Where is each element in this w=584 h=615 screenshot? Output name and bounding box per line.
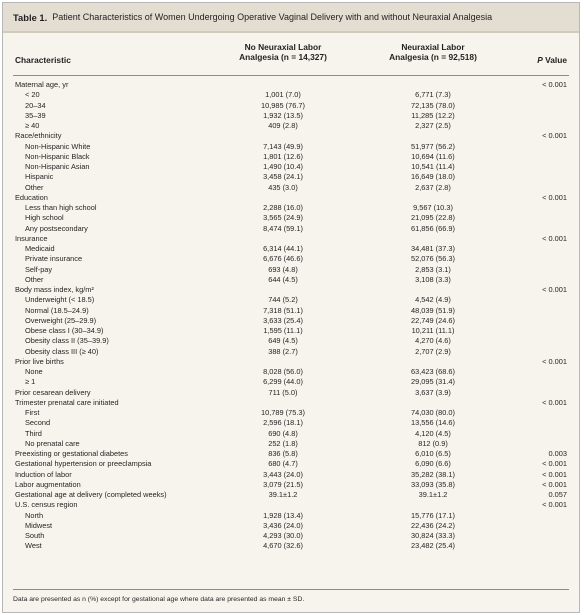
row-label: Maternal age, yr	[15, 80, 69, 89]
table-row	[13, 111, 569, 121]
table-row	[13, 306, 569, 316]
table-row	[13, 388, 569, 398]
cell-p-value: < 0.001	[542, 233, 567, 243]
table-row	[13, 162, 569, 172]
cell-p-value: < 0.001	[542, 356, 567, 366]
row-label: Less than high school	[25, 203, 97, 212]
row-label: Hispanic	[25, 172, 54, 182]
table-row	[13, 480, 569, 490]
header-p-value	[537, 55, 567, 65]
cell-neuraxial: 29,095 (31.4)	[411, 377, 455, 387]
table-row	[13, 408, 569, 418]
cell-neuraxial: 812 (0.9)	[418, 438, 448, 448]
header-characteristic: Characteristic	[15, 55, 71, 65]
cell-neuraxial: 3,108 (3.3)	[415, 274, 451, 284]
row-label: Prior cesarean delivery	[15, 387, 91, 397]
cell-neuraxial: 72,135 (78.0)	[411, 100, 455, 110]
cell-neuraxial: 2,327 (2.5)	[415, 121, 451, 130]
table-row	[13, 347, 569, 357]
row-label: Medicaid	[25, 244, 55, 253]
cell-no-neuraxial: 2,596 (18.1)	[263, 418, 303, 428]
header-no-neuraxial-line2: Analgesia (n = 14,327)	[239, 52, 327, 62]
cell-neuraxial: 51,977 (56.2)	[411, 141, 455, 151]
table-row	[13, 90, 569, 100]
row-label: Induction of labor	[15, 469, 72, 479]
cell-no-neuraxial: 7,143 (49.9)	[263, 141, 303, 151]
row-label: None	[25, 367, 43, 376]
cell-no-neuraxial: 6,676 (46.6)	[263, 254, 303, 264]
cell-neuraxial: 2,707 (2.9)	[415, 346, 451, 356]
cell-neuraxial: 61,856 (66.9)	[411, 223, 455, 233]
cell-neuraxial: 30,824 (33.3)	[411, 531, 455, 540]
cell-no-neuraxial: 39.1±1.2	[268, 490, 298, 499]
row-label: ≥ 40	[25, 121, 40, 130]
cell-no-neuraxial: 836 (5.8)	[268, 449, 298, 458]
table-row	[13, 336, 569, 346]
cell-no-neuraxial: 4,670 (32.6)	[263, 541, 303, 551]
header-neuraxial	[368, 42, 498, 62]
header-p-rest: Value	[542, 55, 567, 65]
row-label: Overweight (25–29.9)	[25, 315, 97, 325]
table-row	[13, 265, 569, 275]
row-label: Non-Hispanic Asian	[25, 162, 90, 171]
row-label: Second	[25, 418, 51, 428]
table-row	[13, 295, 569, 305]
table-row	[13, 234, 569, 244]
cell-no-neuraxial: 6,299 (44.0)	[263, 377, 303, 387]
cell-neuraxial: 33,093 (35.8)	[411, 479, 455, 489]
table-row	[13, 131, 569, 141]
table-row	[13, 500, 569, 510]
cell-no-neuraxial: 693 (4.8)	[268, 264, 298, 274]
cell-no-neuraxial: 3,079 (21.5)	[263, 479, 303, 489]
cell-no-neuraxial: 7,318 (51.1)	[263, 305, 303, 315]
cell-neuraxial: 4,270 (4.6)	[415, 336, 451, 346]
cell-neuraxial: 39.1±1.2	[418, 490, 448, 499]
row-label: Labor augmentation	[15, 479, 81, 489]
cell-no-neuraxial: 6,314 (44.1)	[263, 244, 303, 253]
table-row	[13, 244, 569, 254]
row-label: Normal (18.5–24.9)	[25, 305, 89, 315]
table-row	[13, 398, 569, 408]
cell-p-value: < 0.001	[542, 459, 567, 469]
row-label: Underweight (< 18.5)	[25, 295, 95, 305]
row-label: Midwest	[25, 520, 53, 530]
row-label: Obesity class III (≥ 40)	[25, 346, 99, 356]
cell-no-neuraxial: 1,001 (7.0)	[265, 90, 301, 100]
cell-neuraxial: 10,211 (11.1)	[411, 326, 455, 335]
row-label: Non-Hispanic Black	[25, 151, 90, 161]
cell-no-neuraxial: 252 (1.8)	[268, 438, 298, 448]
cell-p-value: < 0.001	[542, 500, 567, 510]
cell-no-neuraxial: 649 (4.5)	[268, 336, 298, 346]
cell-no-neuraxial: 644 (4.5)	[268, 274, 298, 284]
cell-no-neuraxial: 1,801 (12.6)	[263, 151, 303, 161]
row-label: North	[25, 510, 44, 520]
cell-neuraxial: 4,120 (4.5)	[415, 428, 451, 438]
row-label: Body mass index, kg/m²	[15, 285, 94, 294]
cell-no-neuraxial: 1,932 (13.5)	[263, 110, 303, 120]
cell-p-value: 0.057	[548, 490, 567, 499]
cell-no-neuraxial: 10,789 (75.3)	[261, 408, 305, 417]
cell-no-neuraxial: 10,985 (76.7)	[261, 100, 305, 110]
cell-neuraxial: 35,282 (38.1)	[411, 469, 455, 479]
row-label: Preexisting or gestational diabetes	[15, 449, 128, 458]
row-label: Self-pay	[25, 264, 53, 274]
row-label: Prior live births	[15, 356, 64, 366]
row-label: Non-Hispanic White	[25, 141, 91, 151]
table-row	[13, 193, 569, 203]
row-label: Insurance	[15, 233, 48, 243]
row-label: U.S. census region	[15, 500, 78, 510]
cell-no-neuraxial: 680 (4.7)	[268, 459, 298, 469]
row-label: Other	[25, 182, 44, 192]
table-row	[13, 224, 569, 234]
row-label: Gestational age at delivery (completed weeks)	[15, 490, 167, 499]
row-label: Any postsecondary	[25, 223, 88, 233]
row-label: Obesity class II (35–39.9)	[25, 336, 109, 346]
header-no-neuraxial-line1: No Neuraxial Labor	[244, 42, 322, 52]
table-frame	[2, 2, 580, 613]
table-row	[13, 80, 569, 90]
row-label: No prenatal care	[25, 438, 80, 448]
table-row	[13, 254, 569, 264]
row-label: Other	[25, 274, 44, 284]
cell-neuraxial: 63,423 (68.6)	[411, 367, 455, 376]
cell-p-value: < 0.001	[542, 131, 567, 141]
table-footnote: Data are presented as n (%) except for gestational age where data are presented as mean ± SD.	[13, 589, 569, 603]
cell-p-value: < 0.001	[542, 479, 567, 489]
cell-no-neuraxial: 3,565 (24.9)	[263, 213, 303, 223]
header-neuraxial-line2: Analgesia (n = 92,518)	[389, 52, 477, 62]
table-row	[13, 203, 569, 213]
cell-no-neuraxial: 711 (5.0)	[268, 387, 298, 397]
table-row	[13, 121, 569, 131]
cell-neuraxial: 4,542 (4.9)	[415, 295, 451, 305]
table-row	[13, 377, 569, 387]
cell-neuraxial: 15,776 (17.1)	[411, 510, 455, 520]
table-row	[13, 172, 569, 182]
table-row	[13, 213, 569, 223]
cell-p-value: < 0.001	[542, 80, 567, 89]
table-body	[13, 76, 569, 552]
cell-neuraxial: 2,637 (2.8)	[415, 182, 451, 192]
cell-neuraxial: 13,556 (14.6)	[411, 418, 455, 428]
table-header	[13, 33, 569, 76]
cell-no-neuraxial: 1,595 (11.1)	[263, 326, 303, 335]
cell-neuraxial: 21,095 (22.8)	[411, 213, 455, 223]
row-label: Trimester prenatal care initiated	[15, 397, 119, 407]
cell-no-neuraxial: 8,474 (59.1)	[263, 223, 303, 233]
row-label: Gestational hypertension or preeclampsia	[15, 459, 152, 469]
cell-neuraxial: 48,039 (51.9)	[411, 305, 455, 315]
row-label: High school	[25, 213, 64, 223]
row-label: 35–39	[25, 110, 46, 120]
table-row	[13, 357, 569, 367]
cell-neuraxial: 3,637 (3.9)	[415, 387, 451, 397]
cell-no-neuraxial: 3,443 (24.0)	[263, 469, 303, 479]
cell-no-neuraxial: 2,288 (16.0)	[263, 203, 303, 212]
cell-neuraxial: 6,010 (6.5)	[415, 449, 451, 458]
table-row	[13, 531, 569, 541]
table-row	[13, 449, 569, 459]
cell-no-neuraxial: 409 (2.8)	[268, 121, 298, 130]
cell-neuraxial: 74,030 (80.0)	[411, 408, 455, 417]
table-row	[13, 521, 569, 531]
table-row	[13, 316, 569, 326]
cell-p-value: < 0.001	[542, 192, 567, 202]
cell-p-value: < 0.001	[542, 469, 567, 479]
table-title-bar	[3, 3, 579, 33]
table-row	[13, 511, 569, 521]
table-row	[13, 470, 569, 480]
table-row	[13, 459, 569, 469]
table-number: Table 1.	[13, 11, 48, 23]
table-row	[13, 101, 569, 111]
row-label: Race/ethnicity	[15, 131, 62, 141]
table-row	[13, 326, 569, 336]
cell-neuraxial: 9,567 (10.3)	[413, 203, 453, 212]
table-row	[13, 367, 569, 377]
cell-neuraxial: 22,749 (24.6)	[411, 315, 455, 325]
cell-neuraxial: 10,541 (11.4)	[411, 162, 455, 171]
row-label: South	[25, 531, 45, 540]
table-row	[13, 490, 569, 500]
cell-neuraxial: 16,649 (18.0)	[411, 172, 455, 182]
table-row	[13, 183, 569, 193]
table-row	[13, 152, 569, 162]
row-label: ≥ 1	[25, 377, 36, 387]
row-label: Third	[25, 428, 42, 438]
row-label: Obese class I (30–34.9)	[25, 326, 104, 335]
cell-no-neuraxial: 3,458 (24.1)	[263, 172, 303, 182]
cell-neuraxial: 34,481 (37.3)	[411, 244, 455, 253]
cell-no-neuraxial: 1,928 (13.4)	[263, 510, 303, 520]
row-label: < 20	[25, 90, 40, 100]
table-row	[13, 429, 569, 439]
table-row	[13, 439, 569, 449]
cell-no-neuraxial: 1,490 (10.4)	[263, 162, 303, 171]
cell-neuraxial: 22,436 (24.2)	[411, 520, 455, 530]
table-row	[13, 418, 569, 428]
cell-no-neuraxial: 3,633 (25.4)	[263, 315, 303, 325]
cell-p-value: < 0.001	[542, 397, 567, 407]
table-row	[13, 285, 569, 295]
header-p-italic: P	[537, 55, 543, 65]
cell-neuraxial: 11,285 (12.2)	[411, 110, 455, 120]
table-row	[13, 142, 569, 152]
cell-neuraxial: 23,482 (25.4)	[411, 541, 455, 551]
cell-neuraxial: 6,771 (7.3)	[415, 90, 451, 100]
cell-neuraxial: 2,853 (3.1)	[415, 264, 451, 274]
row-label: 20–34	[25, 100, 46, 110]
cell-p-value: < 0.001	[542, 285, 567, 294]
cell-no-neuraxial: 744 (5.2)	[268, 295, 298, 305]
cell-no-neuraxial: 388 (2.7)	[268, 346, 298, 356]
row-label: West	[25, 541, 42, 551]
cell-neuraxial: 10,694 (11.6)	[411, 151, 455, 161]
cell-neuraxial: 52,076 (56.3)	[411, 254, 455, 264]
header-neuraxial-line1: Neuraxial Labor	[401, 42, 465, 52]
table-row	[13, 541, 569, 551]
table-row	[13, 275, 569, 285]
header-no-neuraxial	[218, 42, 348, 62]
cell-no-neuraxial: 3,436 (24.0)	[263, 520, 303, 530]
cell-neuraxial: 6,090 (6.6)	[415, 459, 451, 469]
row-label: Private insurance	[25, 254, 83, 264]
table-title: Patient Characteristics of Women Undergoing Operative Vaginal Delivery with and without Neuraxial Analgesia	[52, 12, 493, 22]
cell-no-neuraxial: 8,028 (56.0)	[263, 367, 303, 376]
row-label: Education	[15, 192, 48, 202]
cell-no-neuraxial: 435 (3.0)	[268, 182, 298, 192]
row-label: First	[25, 408, 40, 417]
cell-p-value: 0.003	[548, 449, 567, 458]
cell-no-neuraxial: 4,293 (30.0)	[263, 531, 303, 540]
cell-no-neuraxial: 690 (4.8)	[268, 428, 298, 438]
